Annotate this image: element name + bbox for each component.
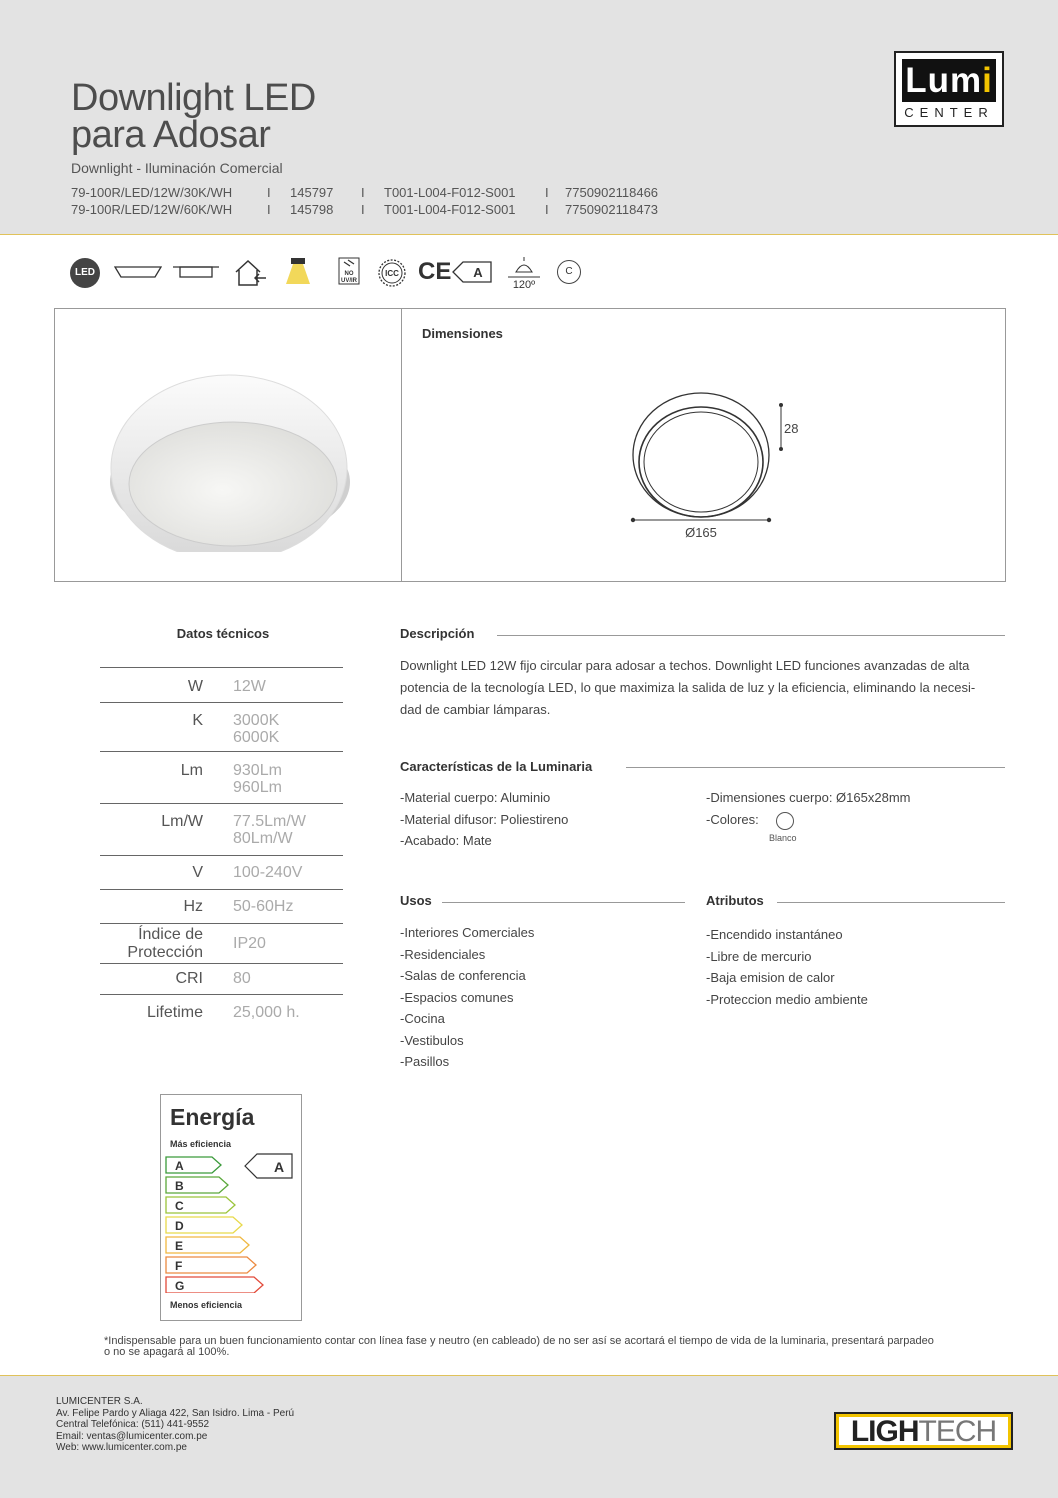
spec-row-lifetime <box>100 995 343 1029</box>
spec-row-v <box>100 856 343 890</box>
c-icon: C <box>557 260 581 284</box>
energy-class-label: D <box>175 1219 184 1233</box>
height-label: 28 <box>784 421 799 436</box>
spec-row-lm <box>100 752 343 804</box>
usos-list <box>400 922 534 1073</box>
spec-label: V <box>192 864 203 881</box>
color-name: Blanco <box>769 833 797 843</box>
descripcion-title: Descripción <box>400 626 475 641</box>
spec-value: 3000K 6000K <box>233 712 280 746</box>
code-ref: T001-L004-F012-S001 <box>384 185 516 200</box>
energy-class-label: E <box>175 1239 184 1253</box>
company-info <box>56 1396 294 1454</box>
product-box <box>54 308 1006 582</box>
list-item: -Pasillos <box>400 1054 450 1069</box>
spec-label: CRI <box>175 970 203 987</box>
section-rule <box>626 767 1005 768</box>
svg-text:UV/IR: UV/IR <box>340 278 358 284</box>
energy-class-label: A <box>175 1159 184 1173</box>
list-item: -Material difusor: Poliestireno <box>400 811 569 827</box>
list-item: -Colores: <box>706 811 759 827</box>
code-ean: 7750902118473 <box>565 202 659 217</box>
caracteristicas-title: Características de la Luminaria <box>400 759 593 774</box>
caracteristicas-right <box>706 787 910 830</box>
list-item: -Acabado: Mate <box>400 833 492 848</box>
code-model: 79-100R/LED/12W/30K/WH <box>71 185 233 200</box>
page-subtitle: Downlight - Iluminación Comercial <box>71 160 283 176</box>
company-web[interactable]: Web: www.lumicenter.com.pe <box>56 1442 187 1453</box>
spec-label: W <box>187 678 203 695</box>
energy-rating: A <box>273 1159 285 1175</box>
spec-label: Lm <box>180 762 203 779</box>
company-name: LUMICENTER S.A. <box>56 1396 143 1407</box>
box-divider <box>401 309 402 581</box>
list-item: -Encendido instantáneo <box>706 927 843 942</box>
svg-text:A: A <box>473 265 483 280</box>
code-model: 79-100R/LED/12W/60K/WH <box>71 202 233 217</box>
company-email[interactable]: Email: ventas@lumicenter.com.pe <box>56 1430 208 1442</box>
spec-row-k <box>100 703 343 752</box>
product-photo <box>109 372 359 552</box>
led-icon: LED <box>70 258 100 288</box>
spec-row-lmw <box>100 804 343 856</box>
title-line-2: para Adosar <box>71 114 271 156</box>
code-sep: I <box>545 185 549 200</box>
svg-text:NO: NO <box>344 271 354 277</box>
downlight-icon <box>285 257 311 287</box>
svg-text:ICC: ICC <box>385 269 399 278</box>
lightech-wordmark: LIGHTECH <box>839 1417 1008 1445</box>
energy-a-icon <box>452 261 492 283</box>
list-item: -Interiores Comerciales <box>400 925 535 940</box>
no-uv-ir-icon <box>336 256 362 286</box>
dimensions-title: Dimensiones <box>422 326 503 341</box>
atributos-title: Atributos <box>706 893 764 908</box>
list-item: -Espacios comunes <box>400 989 514 1005</box>
footnote: *Indispensable para un buen funcionamiento contar con línea fase y neutro (en cableado) de no ser así se acortará el tiempo de vida de la luminaria, presentará parpadeo o no se apagará al 100%. <box>104 1335 934 1358</box>
list-item: -Cocina <box>400 1011 445 1026</box>
icc-icon <box>377 258 407 288</box>
datos-tecnicos-table <box>100 667 343 1029</box>
energy-bottom-label: Menos eficiencia <box>170 1300 243 1310</box>
energy-title: Energía <box>170 1104 255 1130</box>
energy-class-label: C <box>175 1199 184 1213</box>
code-ean: 7750902118466 <box>565 185 659 200</box>
recessed-icon <box>114 264 162 280</box>
spec-value: IP20 <box>233 935 266 952</box>
company-phone: Central Telefónica: (511) 441-9552 <box>56 1419 210 1430</box>
spec-label: K <box>192 712 203 729</box>
spec-label: Hz <box>183 898 203 915</box>
code-sep: I <box>267 185 271 200</box>
energy-class-label: F <box>175 1259 183 1273</box>
logo-subtext: CENTER <box>904 105 994 120</box>
code-sku: 145797 <box>290 185 334 200</box>
svg-text:120º: 120º <box>512 279 536 290</box>
descripcion-text: Downlight LED 12W fijo circular para adosar a techos. Downlight LED funciones avanzadas de alta potencia de la tecnología LED, lo que maximiza la salida de luz y la eficiencia, eliminando la necesi- dad de cambiar lámparas. <box>400 658 976 717</box>
ce-icon: CE <box>418 258 452 285</box>
spec-value: 25,000 h. <box>233 1004 300 1021</box>
logo-mark: Lumi <box>902 59 996 102</box>
energy-top-label: Más eficiencia <box>170 1139 232 1149</box>
dimension-drawing <box>615 387 815 547</box>
beam-angle-icon <box>506 256 542 290</box>
energy-class-label: B <box>175 1179 184 1193</box>
list-item: -Dimensiones cuerpo: Ø165x28mm <box>706 790 911 805</box>
spec-row-ip <box>100 924 343 964</box>
spec-value: 12W <box>233 678 266 695</box>
energy-class-label: G <box>175 1279 185 1293</box>
home-icon <box>233 258 267 288</box>
section-rule <box>442 902 685 903</box>
usos-title: Usos <box>400 893 432 908</box>
spec-value: 50-60Hz <box>233 898 294 915</box>
list-item: -Material cuerpo: Aluminio <box>400 790 551 805</box>
title-line-1: Downlight LED <box>71 77 316 119</box>
lumicenter-logo <box>894 51 1004 127</box>
section-rule <box>777 902 1005 903</box>
color-swatch-white <box>776 812 794 830</box>
list-item: -Salas de conferencia <box>400 968 526 983</box>
code-sep: I <box>267 202 271 217</box>
page-title <box>71 77 316 156</box>
list-item: -Vestibulos <box>400 1032 464 1048</box>
diameter-label: Ø165 <box>685 525 717 540</box>
company-address: Av. Felipe Pardo y Aliaga 422, San Isidro. Lima - Perú <box>56 1407 295 1419</box>
code-sku: 145798 <box>290 202 334 217</box>
list-item: -Libre de mercurio <box>706 948 812 964</box>
energy-scale <box>161 1153 301 1293</box>
code-ref: T001-L004-F012-S001 <box>384 202 516 217</box>
lightech-logo <box>834 1412 1013 1450</box>
energy-label <box>160 1094 302 1321</box>
datos-tecnicos-title: Datos técnicos <box>176 626 270 641</box>
spec-row-cri <box>100 964 343 995</box>
spec-row-hz <box>100 890 343 924</box>
list-item: -Residenciales <box>400 946 486 962</box>
spec-value: 77.5Lm/W 80Lm/W <box>233 813 306 847</box>
atributos-list <box>706 924 868 1010</box>
section-rule <box>497 635 1005 636</box>
surface-icon <box>173 264 219 280</box>
code-sep: I <box>545 202 549 217</box>
spec-value: 930Lm 960Lm <box>233 762 282 796</box>
list-item: -Baja emision de calor <box>706 970 835 985</box>
spec-value: 100-240V <box>233 864 303 881</box>
spec-label: Índice de Protección <box>127 926 203 961</box>
caracteristicas-left <box>400 787 568 852</box>
spec-row-w <box>100 668 343 703</box>
spec-label: Lm/W <box>161 813 203 830</box>
list-item: -Proteccion medio ambiente <box>706 991 868 1007</box>
code-sep: I <box>361 185 365 200</box>
code-sep: I <box>361 202 365 217</box>
spec-value: 80 <box>233 970 251 987</box>
spec-label: Lifetime <box>146 1004 203 1021</box>
